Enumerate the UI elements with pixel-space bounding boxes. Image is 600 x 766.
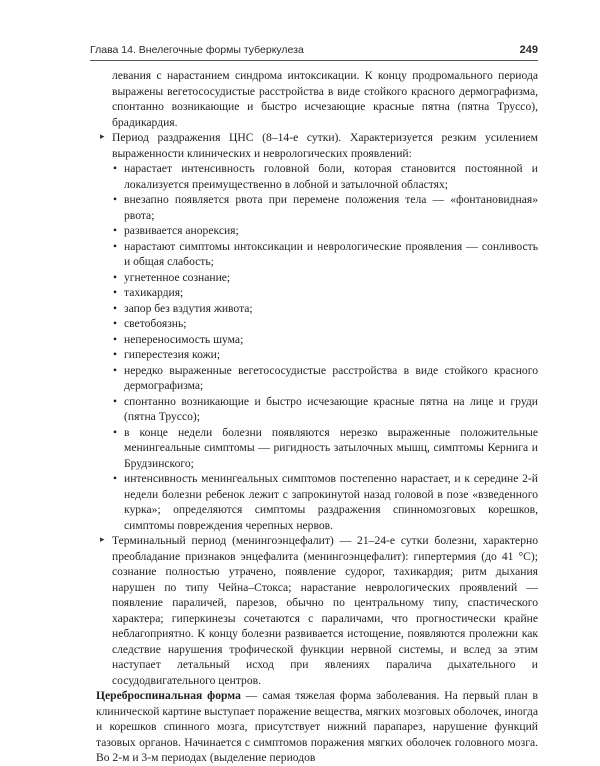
chapter-title: Глава 14. Внелегочные формы туберкулеза [90,44,304,56]
intro-paragraph: левания с нарастанием синдрома интоксикации. К концу продромального периода выражены вегетососудистые расстройства в виде стойкого красного дермографизма, спонтанно возникающие и быстро исчезающие красные пятна (пятна Труссо), брадикардия. [112,69,538,129]
symptom-text: интенсивность менингеальных симптомов постепенно нарастает, и к середине 2-й недели болезни ребенок лежит с запрокинутой назад головой в позе «взведенного курка»; определяются симптомы раздражения спинномозговых корешков, симптомы повреждения черепных нервов. [124,472,538,532]
symptom-item [112,363,538,394]
symptom-text: гиперестезия кожи; [124,348,221,361]
symptom-text: нарастает интенсивность головной боли, которая становится постоянной и локализуется преимущественно в лобной и затылочной областях; [124,162,538,191]
symptom-text: непереносимость шума; [124,332,244,346]
symptom-item [112,316,538,332]
symptom-item [112,270,538,286]
symptom-item [112,394,538,425]
symptom-item [112,161,538,192]
symptom-text: светобоязнь; [124,317,187,330]
bullet-icon: • [113,239,118,253]
symptom-text: нередко выраженные вегетососудистые расстройства в виде стойкого красного дермографизма; [124,363,538,392]
symptom-item [112,332,538,348]
triangle-marker-icon: ▸ [100,535,105,545]
running-header [90,44,538,56]
bullet-icon: • [113,332,118,346]
bullet-icon: • [113,286,118,299]
bullet-icon: • [113,162,118,175]
cerebrospinal-term: Цереброспинальная форма [96,689,241,702]
symptom-text: угнетенное сознание; [124,270,231,284]
symptom-item [112,192,538,223]
symptom-text: внезапно появляется рвота при перемене положения тела — «фонтановидная» рвота; [124,193,538,222]
triangle-marker-icon: ▸ [100,132,105,142]
symptom-item [112,425,538,472]
page-body [96,68,538,766]
symptom-text: в конце недели болезни появляются нерезко выраженные положительные менингеальные симптомы — ригидность затылочных мышц, симптомы Кернига и Брудзинского; [124,425,538,470]
period-cns-irritation [100,130,538,161]
symptom-item [112,471,538,533]
bullet-icon: • [113,363,118,377]
symptom-text: развивается анорексия; [124,224,239,237]
header-rule [90,60,538,61]
symptom-text: тахикардия; [124,286,184,299]
bullet-icon: • [113,301,118,315]
bullet-icon: • [113,394,118,408]
cerebrospinal-paragraph [96,688,538,766]
symptom-item [112,223,538,239]
bullet-icon: • [113,472,118,485]
bullet-icon: • [113,270,118,284]
bullet-icon: • [113,224,118,237]
cerebrospinal-text: — самая тяжелая форма заболевания. На первый план в клинической картине выступает поражение вещества, мягких мозговых оболочек, иногда и корешков спинного мозга, присутствует нижний парапарез, нарушение функций тазовых органов. Начинается с симптомов поражения мягких оболочек головного мозга. Во 2-м и 3-м периодах (выделение периодов [96,689,538,764]
bullet-icon: • [113,348,118,361]
period-cns-text: Период раздражения ЦНС (8–14-е сутки). Характеризуется резким усилением выраженности клинических и неврологических проявлений: [112,131,538,160]
page-number: 249 [519,44,538,56]
symptom-text: запор без вздутия живота; [124,301,253,315]
bullet-icon: • [113,425,118,439]
bullet-icon: • [113,193,118,206]
period-terminal [100,533,538,688]
symptom-text: спонтанно возникающие и быстро исчезающие красные пятна на лице и груди (пятна Труссо); [124,394,538,423]
symptom-text: нарастают симптомы интоксикации и неврологические проявления — сонливость и общая слабость; [124,239,538,268]
symptom-item [112,239,538,270]
symptom-item [112,347,538,363]
symptom-item [112,285,538,301]
symptom-list [112,161,538,533]
bullet-icon: • [113,317,118,330]
symptom-item [112,301,538,317]
period-terminal-text: Терминальный период (менингоэнцефалит) — 21–24-е сутки болезни, характерно преобладание признаков энцефалита (менингоэнцефалит): гипертермия (до 41 °С); сознание полностью утрачено, появление судорог, тахикардия; ритм дыхания нарушен по типу Чейна–Стокса; нарастание неврологических проявлений — появление параличей, парезов, обычно по центральному типу, спастического характера; гиперкинезы сочетаются с параличами, что прогностически крайне неблагоприятно. К концу болезни развивается истощение, появляются пролежни как следствие нарушения трофической функции нервной системы, и вслед за этим наступает летальный исход при явлениях паралича дыхательного и сосудодвигательного центров. [112,534,538,687]
